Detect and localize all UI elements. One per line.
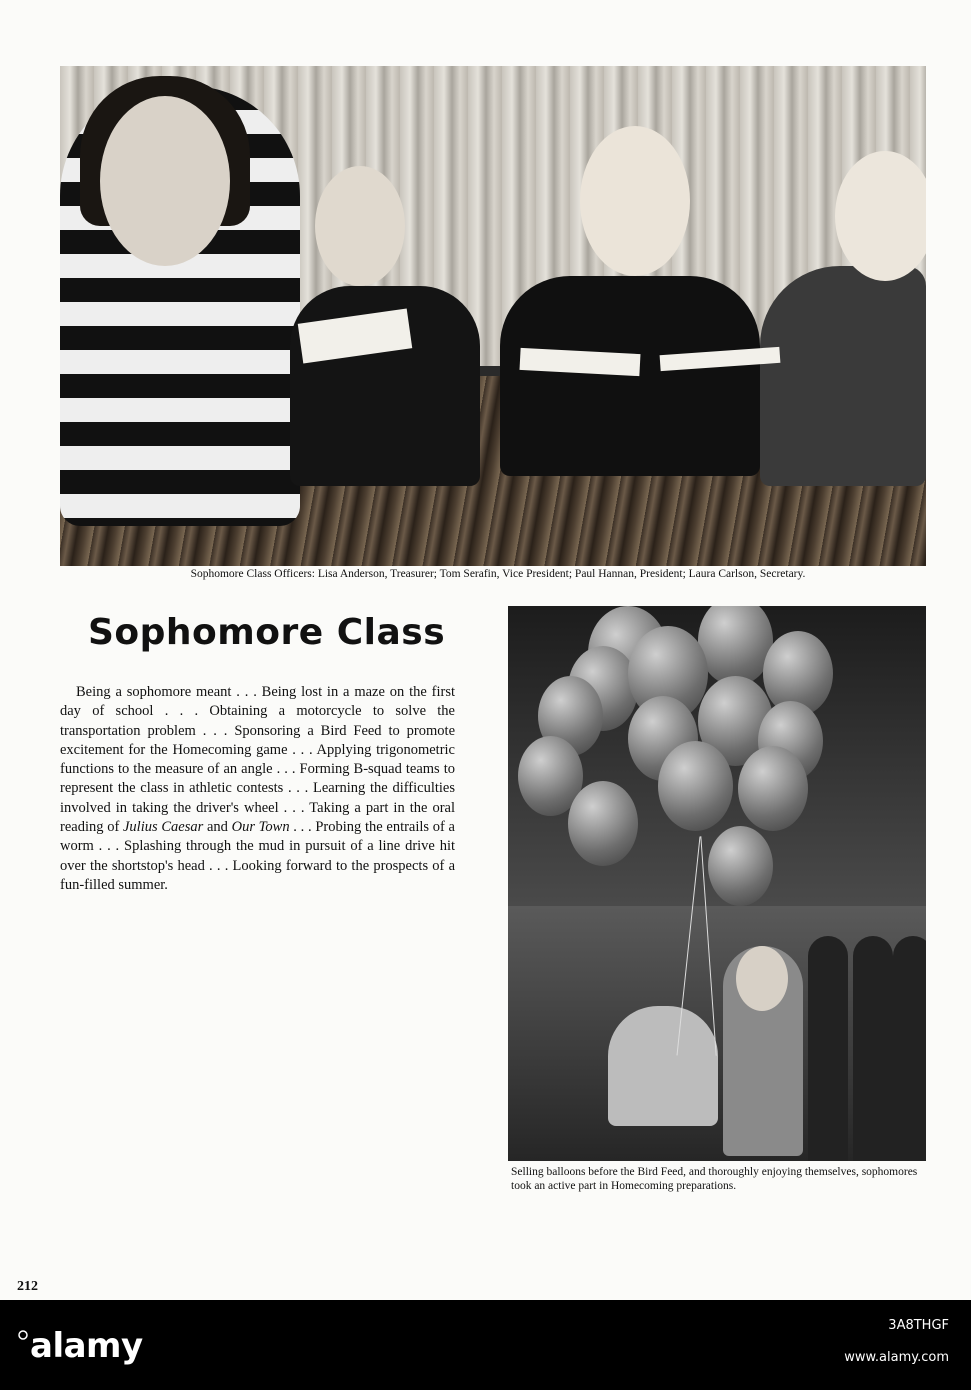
body-text-part: Being a sophomore meant . . . Being lost in a maze on the first day of school . . . Obtaining a motorcycle to solve the transportation problem . . . Sponsoring a Bird Feed to promote excitement for the Homecoming game . . . Applying trigonometric functions to the measure of an angle . . . Forming B-squad teams to represent the class in athletic contests . . . Learning the difficulties involved in taking the driver's wheel . . . Taking a part in the oral reading of bbox=[60, 684, 455, 836]
crowd-figure bbox=[893, 936, 926, 1161]
balloon-buyer bbox=[608, 1006, 718, 1126]
balloons-photo bbox=[508, 606, 926, 1161]
officer-figure-4 bbox=[760, 266, 926, 486]
body-text-part: and bbox=[203, 819, 232, 836]
alamy-logo-icon bbox=[18, 1330, 28, 1340]
image-id: 3A8THGF bbox=[888, 1318, 949, 1333]
balloons-photo-caption: Selling balloons before the Bird Feed, and thoroughly enjoying themselves, sophomores took an active part in Homecoming preparations. bbox=[511, 1166, 918, 1192]
alamy-logo: alamy bbox=[30, 1326, 143, 1366]
officer-figure-3 bbox=[500, 276, 760, 476]
play-title: Our Town bbox=[231, 819, 290, 836]
site-url: www.alamy.com bbox=[844, 1350, 949, 1365]
play-title: Julius Caesar bbox=[122, 819, 204, 836]
article-body bbox=[60, 683, 455, 895]
officer-face-3 bbox=[580, 126, 690, 276]
page-title: Sophomore Class bbox=[88, 612, 446, 653]
page-number: 212 bbox=[17, 1279, 38, 1294]
officer-face-2 bbox=[315, 166, 405, 286]
balloon bbox=[738, 746, 808, 831]
balloon bbox=[568, 781, 638, 866]
class-officers-photo bbox=[60, 66, 926, 566]
balloon bbox=[708, 826, 773, 906]
officers-photo-caption: Sophomore Class Officers: Lisa Anderson, Treasurer; Tom Serafin, Vice President; Paul Hannan, President; Laura Carlson, Secretary. bbox=[190, 568, 806, 580]
seller-face bbox=[736, 946, 788, 1011]
crowd-figure bbox=[853, 936, 893, 1161]
crowd-figure bbox=[808, 936, 848, 1161]
balloon bbox=[658, 741, 733, 831]
officer-face-1 bbox=[100, 96, 230, 266]
stock-footer-bar bbox=[0, 1300, 971, 1390]
body-text-part: . . . Probing the entrails of a worm . . . Splashing through the mud in pursuit of a line drive hit over the shortstop's head . . . Looking forward to the prospects of a fun-filled summer. bbox=[60, 819, 455, 893]
officer-face-4 bbox=[835, 151, 926, 281]
